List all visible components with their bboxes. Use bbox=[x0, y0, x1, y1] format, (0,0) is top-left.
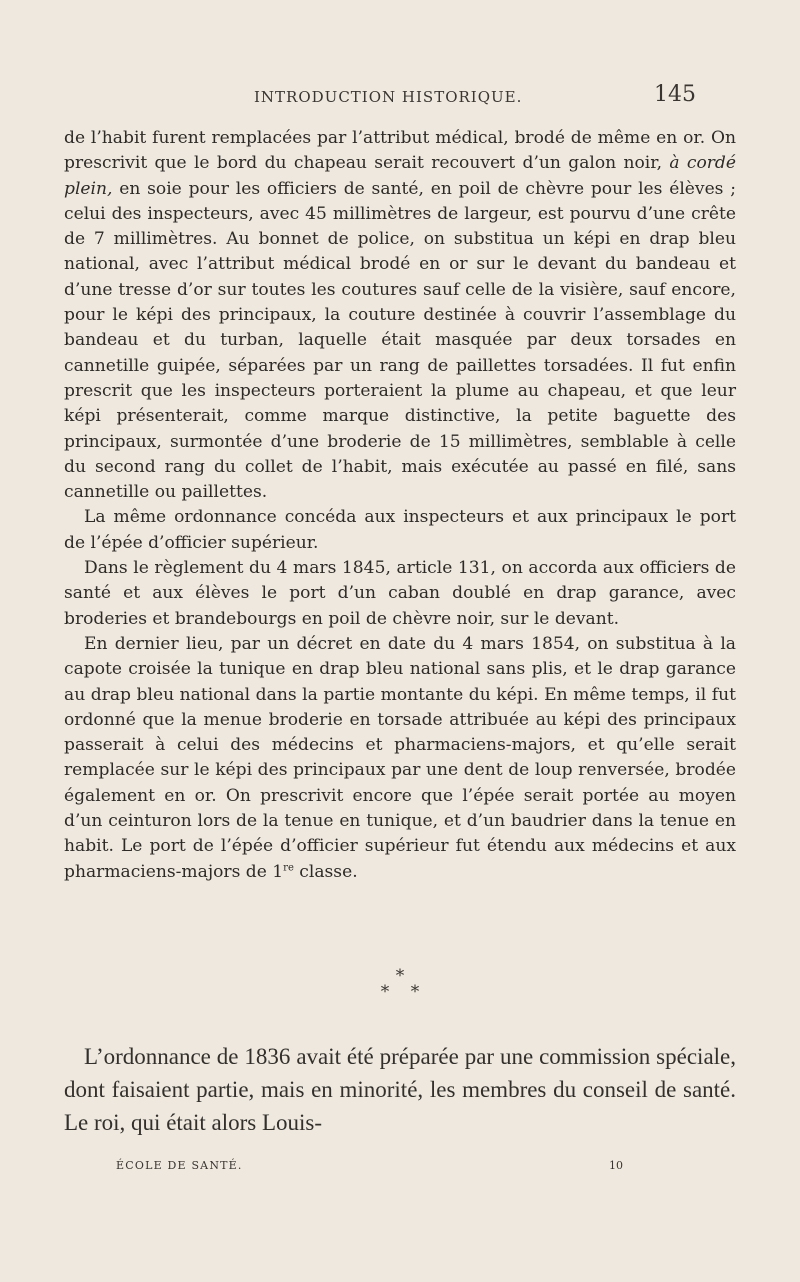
running-head bbox=[0, 82, 800, 116]
paragraph-4-text-a: En dernier lieu, par un décret en date du 4 mars 1854, on substitua à la capote croisée la tunique en drap bleu national sans plis, et le drap garance au drap bleu national dans la partie montante du képi. En même temps, il fut ordonné que la menue broderie en torsade attribuée au képi des principaux passerait à celui des médecins et pharmaciens-majors, et qu’elle serait remplacée sur le képi des principaux par une dent de loup renversée, brodée également en or. On prescrivit encore que l’épée serait portée au moyen d’un ceinturon lors de la tenue en tunique, et d’un baudrier dans la tenue en habit. Le port de l’épée d’officier supérieur fut étendu aux médecins et aux pharmaciens-majors de 1 bbox=[64, 633, 736, 882]
new-section bbox=[64, 1040, 736, 1139]
asterism-divider bbox=[0, 968, 800, 1000]
signature-line bbox=[0, 1159, 800, 1179]
paragraph-4-text-b: classe. bbox=[293, 861, 358, 882]
asterism-bottom: * * bbox=[380, 982, 428, 1002]
paragraph-1 bbox=[64, 126, 736, 505]
signature-number: 10 bbox=[609, 1159, 623, 1172]
paragraph-4 bbox=[64, 632, 736, 885]
paragraph-2: La même ordonnance concéda aux inspecteurs et aux principaux le port de l’épée d’officier supérieur. bbox=[64, 507, 736, 553]
body-text bbox=[64, 126, 736, 885]
page-number: 145 bbox=[654, 82, 696, 107]
paragraph-4-superscript: re bbox=[283, 861, 294, 873]
signature-title: ÉCOLE DE SANTÉ. bbox=[116, 1159, 243, 1172]
paragraph-3: Dans le règlement du 4 mars 1845, article 131, on accorda aux officiers de santé et aux élèves le port d’un caban doublé en drap garance, avec broderies et brandebourgs en poil de chèvre noir, sur le devant. bbox=[64, 558, 736, 629]
paragraph-1-text-b: en soie pour les officiers de santé, en poil de chèvre pour les élèves ; celui des inspecteurs, avec 45 millimètres de largeur, est pourvu d’une crête de 7 millimètres. Au bonnet de police, on substitua un képi en drap bleu national, avec l’attribut médical brodé en or sur le devant du bandeau et d’une tresse d’or sur toutes les coutures sauf celle de la visière, sauf encore, pour le képi des principaux, la couture destinée à couvrir l’assemblage du bandeau et du turban, laquelle était masquée par deux torsades en cannetille guipée, séparées par un rang de paillettes torsadées. Il fut enfin prescrit que les inspecteurs porteraient la plume au chapeau, et que leur képi présenterait, comme marque distinctive, la petite baguette des principaux, surmontée d’une broderie de 15 millimètres, semblable à celle du second rang du collet de l’habit, mais exécutée au passé en filé, sans cannetille ou paillettes. bbox=[64, 178, 736, 503]
paragraph-1-italic: à cordé plein, bbox=[64, 153, 736, 199]
paragraph-1-text-a: de l’habit furent remplacées par l’attribut médical, brodé de même en or. On prescrivit que le bord du chapeau serait recouvert d’un galon noir, bbox=[64, 128, 736, 174]
running-title: INTRODUCTION HISTORIQUE. bbox=[254, 88, 523, 106]
new-section-paragraph: L’ordonnance de 1836 avait été préparée par une commission spéciale, dont faisaient partie, mais en minorité, les membres du conseil de santé. Le roi, qui était alors Louis- bbox=[64, 1044, 736, 1135]
asterism-top: * bbox=[395, 966, 405, 986]
